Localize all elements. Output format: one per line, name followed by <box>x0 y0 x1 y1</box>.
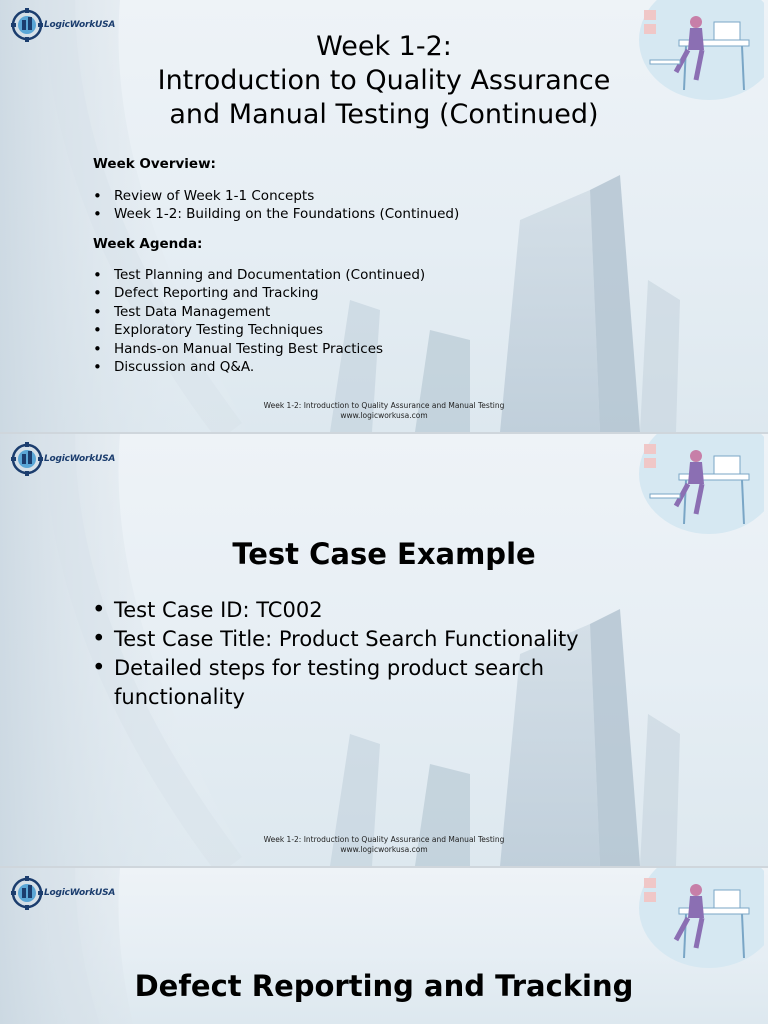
list-item: • Review of Week 1-1 Concepts <box>93 187 459 205</box>
slide-1 <box>0 0 768 432</box>
week-overview-heading: Week Overview: <box>93 156 216 172</box>
list-item: • Test Data Management <box>93 303 425 321</box>
footer-course-title: Week 1-2: Introduction to Quality Assurance and Manual Testing <box>263 835 505 844</box>
list-item: • Defect Reporting and Tracking <box>93 284 425 302</box>
person-at-desk-illustration <box>604 868 764 968</box>
slide-1-footer <box>0 401 768 421</box>
list-item: • Test Case ID: TC002 <box>92 596 652 625</box>
logo-text: LogicWorkUSA <box>44 454 116 464</box>
list-item: • Detailed steps for testing product search functionality <box>92 654 652 712</box>
logicworkusa-logo <box>10 440 120 478</box>
list-item: • Test Planning and Documentation (Continued) <box>93 266 425 284</box>
gear-globe-icon <box>10 440 44 478</box>
logo-text: LogicWorkUSA <box>44 888 116 898</box>
slide-2-title: Test Case Example <box>232 537 536 571</box>
week-agenda-list <box>93 266 425 376</box>
slide-3-title: Defect Reporting and Tracking <box>134 969 634 1003</box>
slide-1-title <box>84 30 684 132</box>
title-line-1: Week 1-2: <box>316 31 452 62</box>
list-item: • Exploratory Testing Techniques <box>93 321 425 339</box>
list-item: • Hands-on Manual Testing Best Practices <box>93 340 425 358</box>
slide-3 <box>0 868 768 1024</box>
title-line-2: Introduction to Quality Assurance <box>157 65 611 96</box>
title-line-3: and Manual Testing (Continued) <box>169 99 599 130</box>
list-item: • Discussion and Q&A. <box>93 358 425 376</box>
footer-website: www.logicworkusa.com <box>340 845 428 854</box>
test-case-list <box>92 596 652 712</box>
gear-globe-icon <box>10 874 44 912</box>
person-at-desk-illustration <box>604 434 764 534</box>
list-item: • Week 1-2: Building on the Foundations (Continued) <box>93 205 459 223</box>
gear-globe-icon <box>10 6 44 44</box>
slide-2-footer <box>0 835 768 855</box>
footer-website: www.logicworkusa.com <box>340 411 428 420</box>
logicworkusa-logo <box>10 874 120 912</box>
footer-course-title: Week 1-2: Introduction to Quality Assurance and Manual Testing <box>263 401 505 410</box>
slide-2 <box>0 434 768 866</box>
list-item: • Test Case Title: Product Search Functionality <box>92 625 652 654</box>
logo-text: LogicWorkUSA <box>44 20 116 30</box>
week-overview-list <box>93 187 459 224</box>
week-agenda-heading: Week Agenda: <box>93 236 203 252</box>
